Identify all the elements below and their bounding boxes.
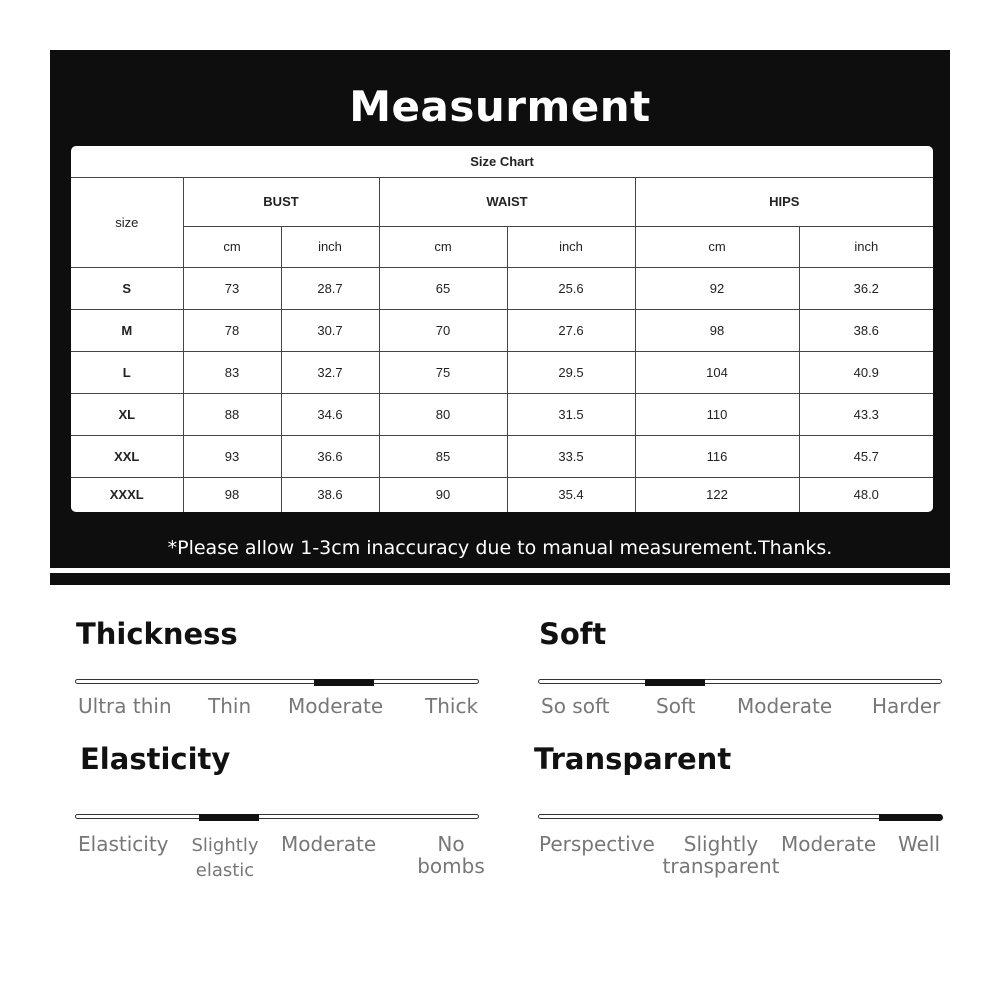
soft-title: Soft: [539, 617, 607, 651]
soft-label-moderate: Moderate: [737, 694, 833, 718]
unit-header: cm: [183, 226, 281, 267]
size-cell: S: [71, 267, 183, 309]
size-cell: XXXL: [71, 477, 183, 512]
table-cell: 38.6: [799, 309, 933, 351]
elasticity-label-elasticity: Elasticity: [78, 832, 169, 856]
thickness-label-thick: Thick: [425, 694, 479, 718]
table-cell: 45.7: [799, 435, 933, 477]
table-cell: 40.9: [799, 351, 933, 393]
table-group-header-row: [71, 177, 933, 226]
thickness-label-thin: Thin: [208, 694, 252, 718]
group-header-bust: BUST: [183, 177, 379, 226]
table-cell: 31.5: [507, 393, 635, 435]
table-cell: 122: [635, 477, 799, 512]
table-row: [71, 309, 933, 351]
transparent-title: Transparent: [534, 742, 732, 776]
table-cell: 43.3: [799, 393, 933, 435]
elasticity-selected-marker: [199, 814, 259, 821]
thickness-scale: [75, 679, 479, 684]
size-chart-table: [71, 146, 933, 512]
table-row: [71, 351, 933, 393]
size-cell: M: [71, 309, 183, 351]
transparent-scale: [538, 814, 942, 819]
table-row: [71, 477, 933, 512]
group-header-waist: WAIST: [379, 177, 635, 226]
table-cell: 28.7: [281, 267, 379, 309]
soft-selected-marker: [645, 679, 705, 686]
page-title: Measurment: [349, 82, 651, 131]
thickness-title: Thickness: [76, 617, 238, 651]
table-caption-row: [71, 146, 933, 177]
table-cell: 32.7: [281, 351, 379, 393]
table-cell: 27.6: [507, 309, 635, 351]
soft-label-harder: Harder: [872, 694, 941, 718]
transparent-label-slightly-transparent: Slightly transparent: [662, 832, 780, 878]
elasticity-title: Elasticity: [80, 742, 231, 776]
table-cell: 30.7: [281, 309, 379, 351]
table-cell: 88: [183, 393, 281, 435]
table-cell: 110: [635, 393, 799, 435]
table-row: [71, 393, 933, 435]
unit-header: inch: [799, 226, 933, 267]
accuracy-note: *Please allow 1-3cm inaccuracy due to manual measurement.Thanks.: [167, 537, 833, 559]
soft-scale: [538, 679, 942, 684]
table-cell: 70: [379, 309, 507, 351]
table-cell: 34.6: [281, 393, 379, 435]
transparent-label-well: Well: [898, 832, 941, 856]
table-cell: 85: [379, 435, 507, 477]
thickness-label-ultra-thin: Ultra thin: [78, 694, 172, 718]
transparent-label-moderate: Moderate: [781, 832, 877, 856]
size-chart-card: [71, 146, 933, 512]
table-cell: 75: [379, 351, 507, 393]
elasticity-label-no-bombs: No bombs: [417, 832, 485, 878]
divider-band: [50, 573, 950, 585]
size-cell: L: [71, 351, 183, 393]
table-caption: Size Chart: [71, 146, 933, 177]
table-cell: 92: [635, 267, 799, 309]
size-cell: XXL: [71, 435, 183, 477]
group-header-hips: HIPS: [635, 177, 933, 226]
table-cell: 93: [183, 435, 281, 477]
soft-label-so-soft: So soft: [541, 694, 610, 718]
thickness-label-moderate: Moderate: [288, 694, 384, 718]
elasticity-label-slightly-elastic: Slightly elastic: [191, 835, 259, 881]
table-cell: 104: [635, 351, 799, 393]
table-cell: 78: [183, 309, 281, 351]
table-cell: 29.5: [507, 351, 635, 393]
table-cell: 48.0: [799, 477, 933, 512]
transparent-label-perspective: Perspective: [539, 832, 655, 856]
table-cell: 36.6: [281, 435, 379, 477]
table-cell: 80: [379, 393, 507, 435]
unit-header: inch: [281, 226, 379, 267]
unit-header: cm: [379, 226, 507, 267]
table-cell: 98: [183, 477, 281, 512]
table-cell: 116: [635, 435, 799, 477]
elasticity-scale: [75, 814, 479, 819]
table-cell: 38.6: [281, 477, 379, 512]
table-cell: 25.6: [507, 267, 635, 309]
soft-label-soft: Soft: [656, 694, 696, 718]
table-cell: 35.4: [507, 477, 635, 512]
transparent-selected-marker: [879, 814, 943, 821]
table-cell: 65: [379, 267, 507, 309]
table-row: [71, 435, 933, 477]
size-column-header: size: [71, 177, 183, 267]
table-unit-header-row: [71, 226, 933, 267]
table-cell: 98: [635, 309, 799, 351]
unit-header: cm: [635, 226, 799, 267]
table-cell: 73: [183, 267, 281, 309]
table-cell: 83: [183, 351, 281, 393]
table-cell: 90: [379, 477, 507, 512]
size-cell: XL: [71, 393, 183, 435]
table-cell: 36.2: [799, 267, 933, 309]
table-cell: 33.5: [507, 435, 635, 477]
table-row: [71, 267, 933, 309]
thickness-selected-marker: [314, 679, 374, 686]
unit-header: inch: [507, 226, 635, 267]
elasticity-label-moderate: Moderate: [281, 832, 377, 856]
